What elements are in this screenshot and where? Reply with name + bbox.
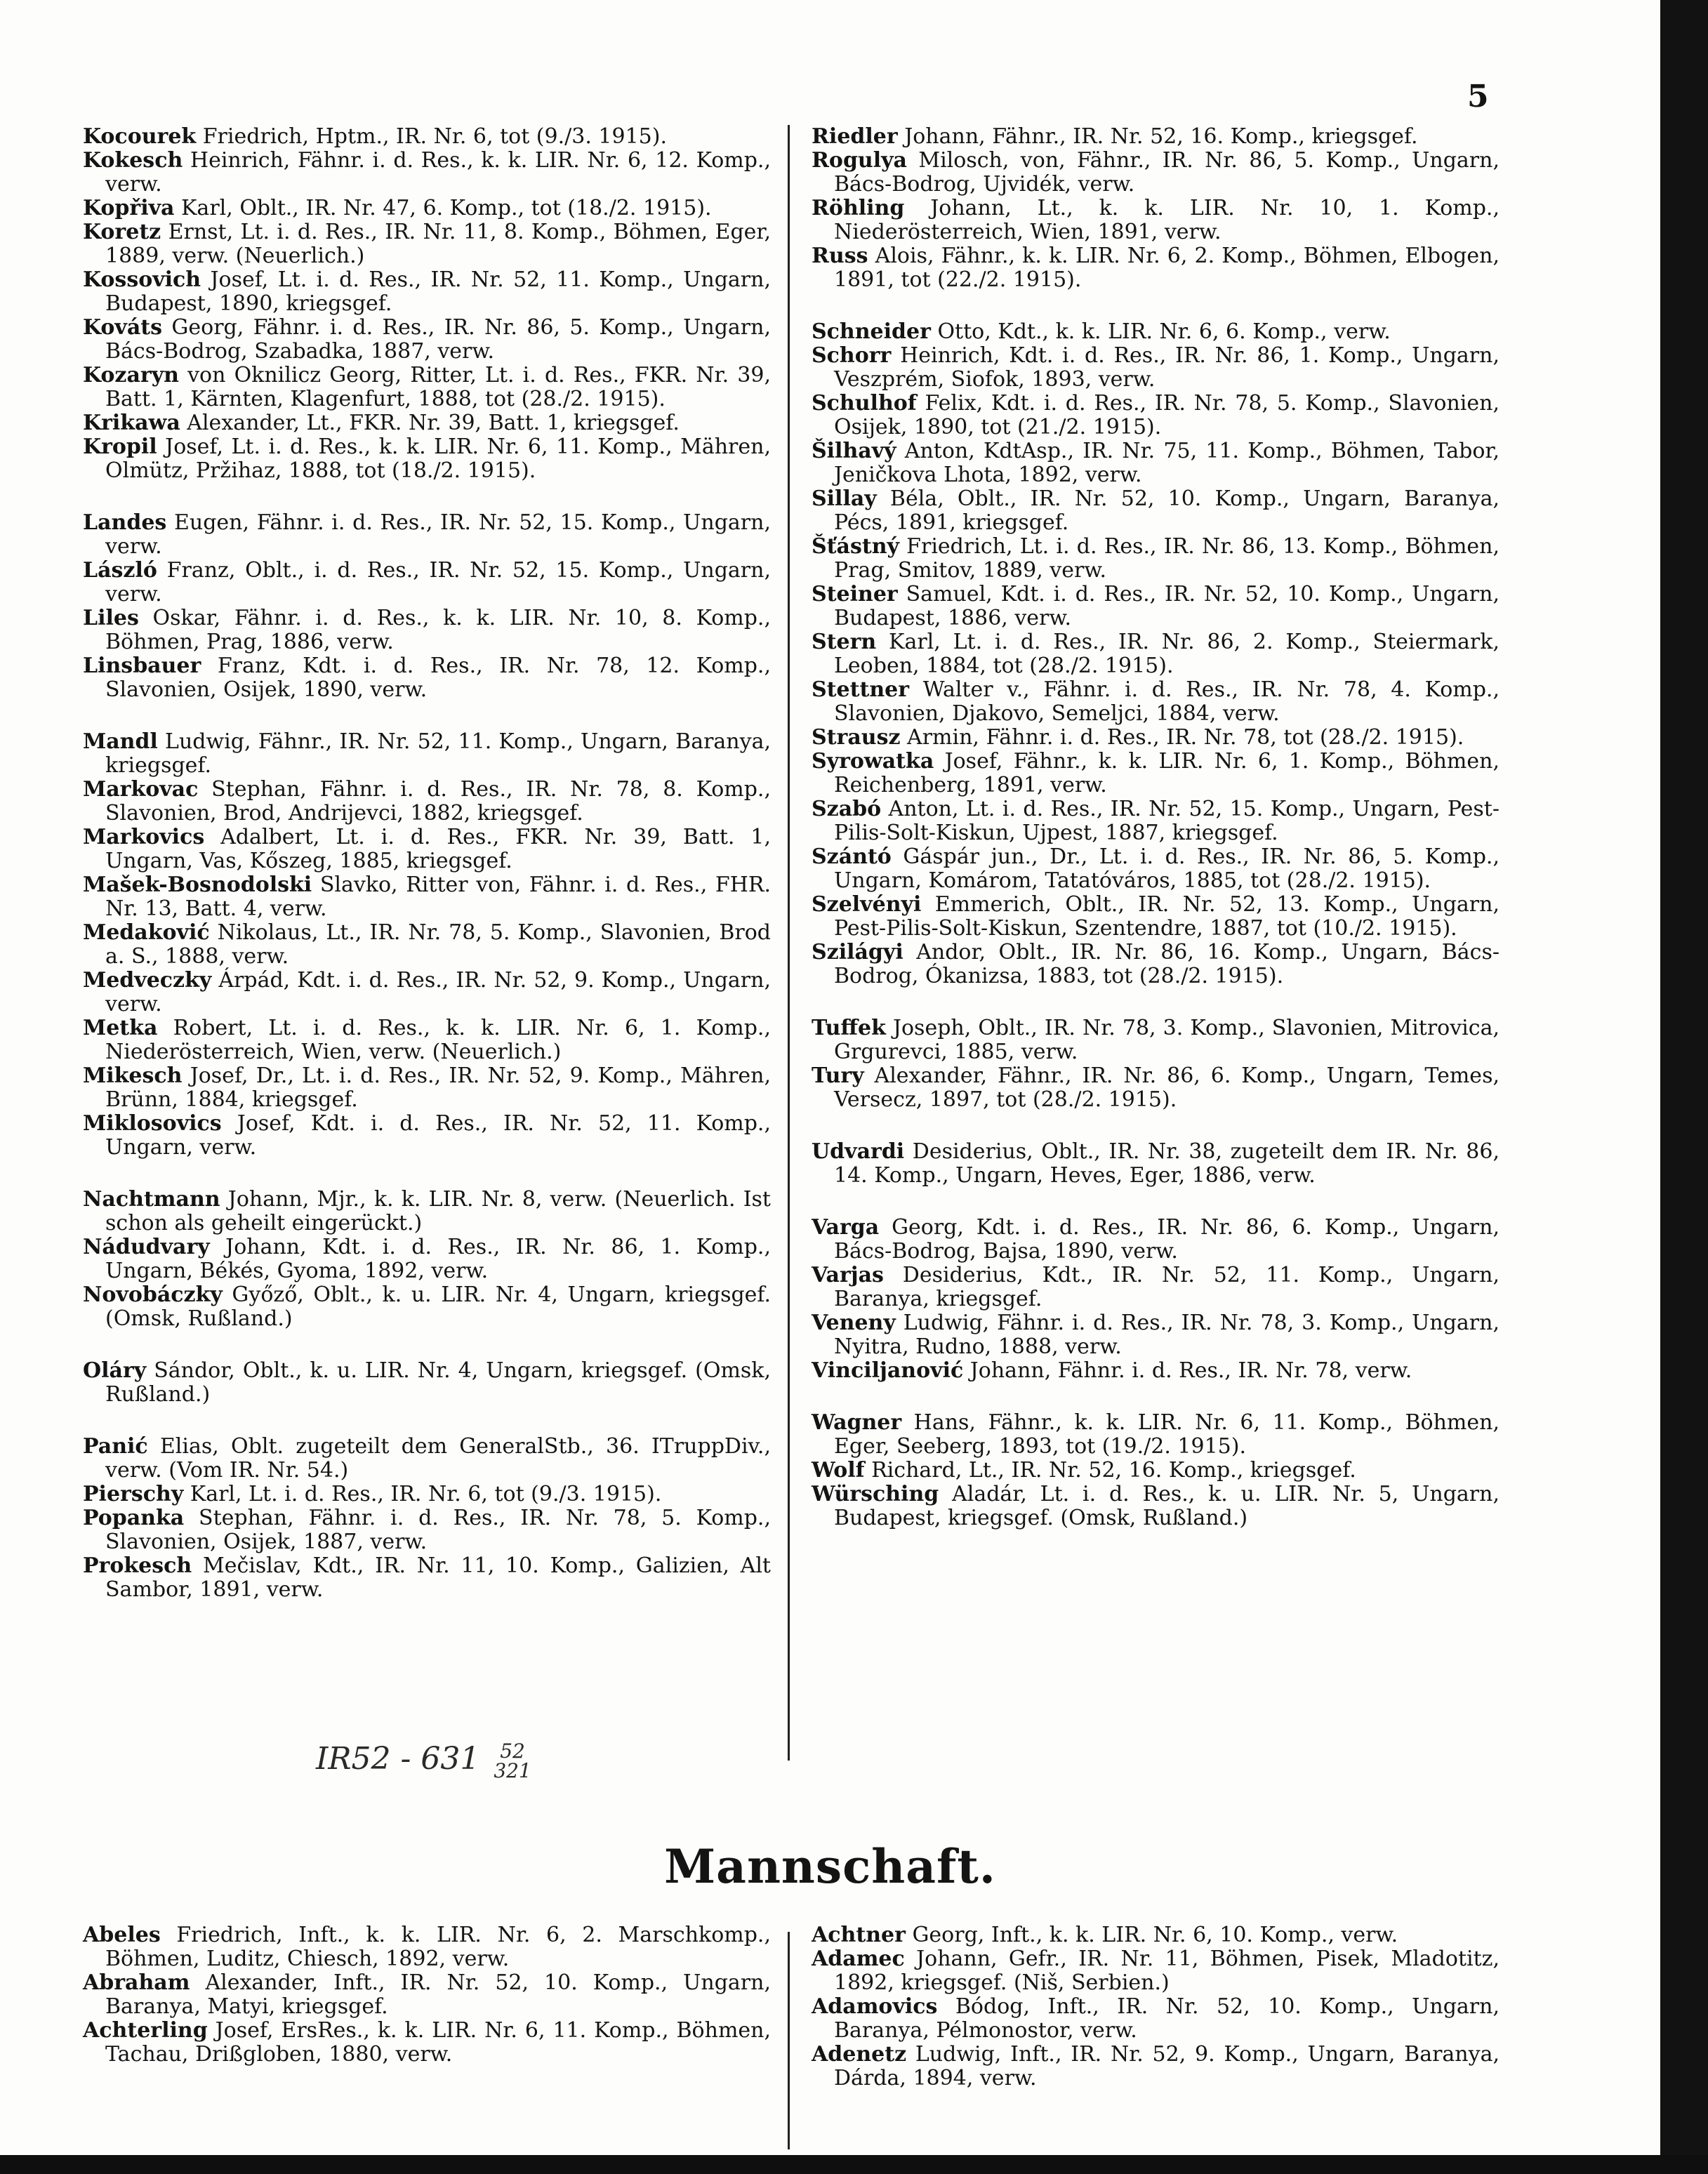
alphabetic-group xyxy=(812,125,1500,292)
casualty-entry xyxy=(83,607,771,654)
entry-details: Aladár, Lt. i. d. Res., k. u. LIR. Nr. 5, Ungarn, Budapest, kriegsgef. (Omsk, Rußland.) xyxy=(834,1482,1500,1530)
casualty-entry xyxy=(83,364,771,411)
entry-surname: Mandl xyxy=(83,729,158,754)
casualty-entry xyxy=(812,487,1500,535)
casualty-entry xyxy=(812,344,1500,392)
entry-details: von Oknilicz Georg, Ritter, Lt. i. d. Res., FKR. Nr. 39, Batt. 1, Kärnten, Klagenfurt, 1888, tot (28./2. 1915). xyxy=(105,363,771,411)
entry-details: Anton, KdtAsp., IR. Nr. 75, 11. Komp., Böhmen, Tabor, Jeničkova Lhota, 1892, verw. xyxy=(834,439,1500,487)
casualty-entry xyxy=(83,149,771,197)
entry-surname: Stern xyxy=(812,630,877,654)
casualty-entry xyxy=(812,1064,1500,1112)
entry-details: Robert, Lt. i. d. Res., k. k. LIR. Nr. 6, 1. Komp., Niederösterreich, Wien, verw. (Neuerlich.) xyxy=(105,1016,771,1064)
entry-surname: Syrowatka xyxy=(812,749,934,774)
entry-surname: Adamec xyxy=(812,1947,905,1971)
entry-surname: Schulhof xyxy=(812,391,917,416)
entry-surname: Šilhavý xyxy=(812,439,896,463)
entry-surname: Schneider xyxy=(812,319,931,344)
entry-surname: Oláry xyxy=(83,1358,147,1383)
entry-surname: Koretz xyxy=(83,220,161,244)
casualty-entry xyxy=(83,197,771,220)
entry-surname: Riedler xyxy=(812,124,898,149)
casualty-entry xyxy=(83,316,771,364)
casualty-entry xyxy=(812,941,1500,988)
casualty-entry xyxy=(812,244,1500,292)
alphabetic-group xyxy=(812,1140,1500,1188)
entry-details: Milosch, von, Fähnr., IR. Nr. 86, 5. Komp., Ungarn, Bács-Bodrog, Ujvidék, verw. xyxy=(834,148,1500,197)
entry-details: Elias, Oblt. zugeteilt dem GeneralStb., 36. ITruppDiv., verw. (Vom IR. Nr. 54.) xyxy=(105,1434,771,1483)
entry-surname: Achterling xyxy=(83,2018,208,2043)
entry-surname: Novobáczky xyxy=(83,1282,223,1307)
casualty-entry xyxy=(812,583,1500,630)
entry-details: Franz, Kdt. i. d. Res., IR. Nr. 78, 12. Komp., Slavonien, Osijek, 1890, verw. xyxy=(105,654,771,702)
alphabetic-group xyxy=(83,1188,771,1331)
entry-details: Árpád, Kdt. i. d. Res., IR. Nr. 52, 9. Komp., Ungarn, verw. xyxy=(105,968,771,1016)
entry-surname: Nachtmann xyxy=(83,1187,220,1212)
casualty-entry xyxy=(83,1112,771,1160)
alphabetic-group xyxy=(83,1435,771,1602)
entry-details: Armin, Fähnr. i. d. Res., IR. Nr. 78, tot (28./2. 1915). xyxy=(900,725,1464,750)
entry-surname: Szilágyi xyxy=(812,940,903,965)
entry-surname: Steiner xyxy=(812,582,898,607)
entry-surname: Popanka xyxy=(83,1506,185,1530)
entry-surname: Miklosovics xyxy=(83,1111,222,1136)
casualty-entry xyxy=(812,197,1500,244)
casualty-entry xyxy=(812,1264,1500,1311)
casualty-entry xyxy=(83,1554,771,1602)
column-divider-bottom xyxy=(788,1932,790,2149)
entry-surname: Abeles xyxy=(83,1923,161,1947)
casualty-entry xyxy=(83,1483,771,1506)
entry-details: Anton, Lt. i. d. Res., IR. Nr. 52, 15. Komp., Ungarn, Pest-Pilis-Solt-Kiskun, Ujpest, 1887, kriegsgef. xyxy=(834,797,1500,845)
entry-surname: Medveczky xyxy=(83,968,212,993)
alphabetic-group xyxy=(83,125,771,483)
entry-details: Ludwig, Inft., IR. Nr. 52, 9. Komp., Ungarn, Baranya, Dárda, 1894, verw. xyxy=(834,2042,1500,2090)
entry-details: Mečislav, Kdt., IR. Nr. 11, 10. Komp., Galizien, Alt Sambor, 1891, verw. xyxy=(105,1553,771,1602)
entry-surname: Wagner xyxy=(812,1410,902,1435)
casualty-entry xyxy=(812,750,1500,797)
handwritten-note-fraction xyxy=(494,1739,531,1782)
alphabetic-group xyxy=(83,511,771,702)
entry-details: Béla, Oblt., IR. Nr. 52, 10. Komp., Ungarn, Baranya, Pécs, 1891, kriegsgef. xyxy=(834,486,1500,535)
casualty-entry xyxy=(812,1311,1500,1359)
entry-details: Gáspár jun., Dr., Lt. i. d. Res., IR. Nr. 86, 5. Komp., Ungarn, Komárom, Tatatóváros, 1885, tot (28./2. 1915). xyxy=(834,844,1500,893)
entry-details: Alois, Fähnr., k. k. LIR. Nr. 6, 2. Komp., Böhmen, Elbogen, 1891, tot (22./2. 1915). xyxy=(834,244,1500,292)
page-number: 5 xyxy=(1467,79,1489,114)
casualty-entry xyxy=(83,435,771,483)
entry-surname: Röhling xyxy=(812,196,905,220)
entry-details: Desiderius, Oblt., IR. Nr. 38, zugeteilt dem IR. Nr. 86, 14. Komp., Ungarn, Heves, Eger, 1886, verw. xyxy=(834,1139,1500,1188)
casualty-entry xyxy=(83,559,771,607)
casualty-entry xyxy=(812,1923,1500,1947)
entry-details: Georg, Fähnr. i. d. Res., IR. Nr. 86, 5. Komp., Ungarn, Bács-Bodrog, Szabadka, 1887, verw. xyxy=(105,315,771,364)
entry-surname: Vinciljanović xyxy=(812,1358,964,1383)
casualty-entry xyxy=(83,1235,771,1283)
entry-details: Nikolaus, Lt., IR. Nr. 78, 5. Komp., Slavonien, Brod a. S., 1888, verw. xyxy=(105,920,771,969)
casualty-entry xyxy=(83,1283,771,1331)
casualty-entry xyxy=(83,1016,771,1064)
entry-details: Alexander, Fähnr., IR. Nr. 86, 6. Komp., Ungarn, Temes, Versecz, 1897, tot (28./2. 1915). xyxy=(834,1063,1500,1112)
casualty-entry xyxy=(83,969,771,1016)
entry-surname: Kozaryn xyxy=(83,363,179,387)
casualty-entry xyxy=(812,392,1500,439)
entry-details: Josef, Lt. i. d. Res., IR. Nr. 52, 11. Komp., Ungarn, Budapest, 1890, kriegsgef. xyxy=(105,267,771,316)
casualty-entry xyxy=(812,1016,1500,1064)
entry-surname: László xyxy=(83,558,157,583)
casualty-entry xyxy=(83,1923,771,1971)
entry-surname: Adenetz xyxy=(812,2042,907,2067)
entry-surname: Metka xyxy=(83,1016,158,1040)
entry-surname: Mašek-Bosnodolski xyxy=(83,873,312,897)
casualty-entry xyxy=(812,1216,1500,1264)
handwritten-note-fraction-bottom: 321 xyxy=(494,1758,531,1782)
entry-details: Johann, Fähnr. i. d. Res., IR. Nr. 78, verw. xyxy=(963,1358,1412,1383)
entry-surname: Liles xyxy=(83,606,139,630)
entry-details: Adalbert, Lt. i. d. Res., FKR. Nr. 39, Batt. 1, Ungarn, Vas, Kőszeg, 1885, kriegsgef. xyxy=(105,825,771,873)
entry-surname: Würsching xyxy=(812,1482,939,1506)
entry-surname: Markovics xyxy=(83,825,205,849)
casualty-entry xyxy=(83,826,771,873)
casualty-entry xyxy=(812,1483,1500,1530)
entry-details: Karl, Lt. i. d. Res., IR. Nr. 6, tot (9./3. 1915). xyxy=(183,1482,662,1506)
entry-details: Stephan, Fähnr. i. d. Res., IR. Nr. 78, 8. Komp., Slavonien, Brod, Andrijevci, 1882, kriegsgef. xyxy=(105,777,771,826)
entry-details: Josef, Kdt. i. d. Res., IR. Nr. 52, 11. Komp., Ungarn, verw. xyxy=(105,1111,771,1160)
column-divider xyxy=(788,125,790,1761)
alphabetic-group xyxy=(83,730,771,1160)
mannschaft-left-column xyxy=(83,1923,771,2067)
entry-surname: Markovac xyxy=(83,777,199,802)
entry-details: Friedrich, Hptm., IR. Nr. 6, tot (9./3. 1915). xyxy=(196,124,667,149)
officer-list-left-column xyxy=(83,125,771,1630)
casualty-entry xyxy=(812,1411,1500,1459)
casualty-entry xyxy=(83,125,771,149)
casualty-entry xyxy=(812,893,1500,941)
casualty-entry xyxy=(83,873,771,921)
entry-details: Karl, Lt. i. d. Res., IR. Nr. 86, 2. Komp., Steiermark, Leoben, 1884, tot (28./2. 1915). xyxy=(834,630,1500,678)
entry-details: Slavko, Ritter von, Fähnr. i. d. Res., FHR. Nr. 13, Batt. 4, verw. xyxy=(105,873,771,921)
entry-surname: Krikawa xyxy=(83,411,180,435)
casualty-entry xyxy=(83,1359,771,1407)
casualty-entry xyxy=(83,1064,771,1112)
entry-details: Johann, Gefr., IR. Nr. 11, Böhmen, Pisek, Mladotitz, 1892, kriegsgef. (Niš, Serbien.) xyxy=(834,1947,1500,1995)
alphabetic-group xyxy=(83,1359,771,1407)
entry-surname: Udvardi xyxy=(812,1139,905,1164)
scan-border-bottom xyxy=(0,2155,1708,2174)
casualty-entry xyxy=(812,1140,1500,1188)
entry-surname: Mikesch xyxy=(83,1063,183,1088)
entry-details: Josef, Dr., Lt. i. d. Res., IR. Nr. 52, 9. Komp., Mähren, Brünn, 1884, kriegsgef. xyxy=(105,1063,771,1112)
casualty-entry xyxy=(812,726,1500,750)
entry-surname: Abraham xyxy=(83,1970,190,1995)
officer-list-right-column xyxy=(812,125,1500,1558)
entry-surname: Veneny xyxy=(812,1311,896,1335)
casualty-entry xyxy=(812,1947,1500,1995)
entry-surname: Wolf xyxy=(812,1458,865,1483)
entry-surname: Landes xyxy=(83,510,167,535)
entry-surname: Nádudvary xyxy=(83,1235,210,1259)
casualty-entry xyxy=(83,654,771,702)
entry-details: Eugen, Fähnr. i. d. Res., IR. Nr. 52, 15. Komp., Ungarn, verw. xyxy=(105,510,771,559)
handwritten-archive-note xyxy=(316,1741,531,1781)
entry-surname: Varga xyxy=(812,1215,880,1240)
entry-details: Andor, Oblt., IR. Nr. 86, 16. Komp., Ungarn, Bács-Bodrog, Ókanizsa, 1883, tot (28./2. 1915). xyxy=(834,940,1500,988)
casualty-entry xyxy=(812,439,1500,487)
entry-details: Hans, Fähnr., k. k. LIR. Nr. 6, 11. Komp., Böhmen, Eger, Seeberg, 1893, tot (19./2. 1915). xyxy=(834,1410,1500,1459)
entry-details: Friedrich, Inft., k. k. LIR. Nr. 6, 2. Marschkomp., Böhmen, Luditz, Chiesch, 1892, verw. xyxy=(105,1923,771,1971)
casualty-entry xyxy=(812,125,1500,149)
entry-surname: Prokesch xyxy=(83,1553,192,1578)
entry-details: Emmerich, Oblt., IR. Nr. 52, 13. Komp., Ungarn, Pest-Pilis-Solt-Kiskun, Szentendre, 1887, tot (10./2. 1915). xyxy=(834,892,1500,941)
entry-details: Felix, Kdt. i. d. Res., IR. Nr. 78, 5. Komp., Slavonien, Osijek, 1890, tot (21./2. 1915). xyxy=(834,391,1500,439)
casualty-entry xyxy=(83,2019,771,2067)
casualty-entry xyxy=(812,320,1500,344)
casualty-entry xyxy=(83,268,771,316)
entry-surname: Rogulya xyxy=(812,148,907,173)
casualty-entry xyxy=(812,535,1500,583)
entry-details: Oskar, Fähnr. i. d. Res., k. k. LIR. Nr. 10, 8. Komp., Böhmen, Prag, 1886, verw. xyxy=(105,606,771,654)
casualty-entry xyxy=(812,1459,1500,1483)
entry-details: Karl, Oblt., IR. Nr. 47, 6. Komp., tot (18./2. 1915). xyxy=(174,196,712,220)
entry-details: Josef, ErsRes., k. k. LIR. Nr. 6, 11. Komp., Böhmen, Tachau, Drißgloben, 1880, verw. xyxy=(105,2018,771,2067)
entry-surname: Panić xyxy=(83,1434,148,1459)
entry-details: Johann, Fähnr., IR. Nr. 52, 16. Komp., kriegsgef. xyxy=(897,124,1418,149)
entry-details: Johann, Kdt. i. d. Res., IR. Nr. 86, 1. Komp., Ungarn, Békés, Gyoma, 1892, verw. xyxy=(105,1235,771,1283)
casualty-entry xyxy=(812,845,1500,893)
entry-details: Bódog, Inft., IR. Nr. 52, 10. Komp., Ungarn, Baranya, Pélmonostor, verw. xyxy=(834,1994,1500,2043)
entry-surname: Achtner xyxy=(812,1923,906,1947)
entry-details: Győző, Oblt., k. u. LIR. Nr. 4, Ungarn, kriegsgef. (Omsk, Rußland.) xyxy=(105,1282,771,1331)
entry-details: Desiderius, Kdt., IR. Nr. 52, 11. Komp., Ungarn, Baranya, kriegsgef. xyxy=(834,1263,1500,1311)
scan-border-right xyxy=(1660,0,1708,2174)
alphabetic-group xyxy=(812,1411,1500,1530)
entry-surname: Russ xyxy=(812,244,868,268)
entry-details: Ludwig, Fähnr., IR. Nr. 52, 11. Komp., Ungarn, Baranya, kriegsgef. xyxy=(105,729,771,778)
alphabetic-group xyxy=(812,1016,1500,1112)
entry-surname: Kocourek xyxy=(83,124,197,149)
casualty-entry xyxy=(812,797,1500,845)
entry-details: Friedrich, Lt. i. d. Res., IR. Nr. 86, 13. Komp., Böhmen, Prag, Smitov, 1889, verw. xyxy=(834,534,1500,583)
entry-details: Josef, Fähnr., k. k. LIR. Nr. 6, 1. Komp., Böhmen, Reichenberg, 1891, verw. xyxy=(834,749,1500,797)
entry-details: Stephan, Fähnr. i. d. Res., IR. Nr. 78, 5. Komp., Slavonien, Osijek, 1887, verw. xyxy=(105,1506,771,1554)
entry-surname: Kropil xyxy=(83,435,157,459)
entry-surname: Szelvényi xyxy=(812,892,922,917)
casualty-entry xyxy=(83,1971,771,2019)
entry-surname: Schorr xyxy=(812,343,892,368)
casualty-entry xyxy=(812,149,1500,197)
entry-details: Georg, Inft., k. k. LIR. Nr. 6, 10. Komp., verw. xyxy=(905,1923,1398,1947)
alphabetic-group xyxy=(812,1216,1500,1383)
entry-details: Johann, Mjr., k. k. LIR. Nr. 8, verw. (Neuerlich. Ist schon als geheilt eingerückt.) xyxy=(105,1187,771,1235)
casualty-entry xyxy=(812,678,1500,726)
entry-details: Joseph, Oblt., IR. Nr. 78, 3. Komp., Slavonien, Mitrovica, Grgurevci, 1885, verw. xyxy=(834,1016,1500,1064)
entry-details: Alexander, Lt., FKR. Nr. 39, Batt. 1, kriegsgef. xyxy=(180,411,680,435)
casualty-entry xyxy=(812,630,1500,678)
entry-surname: Stettner xyxy=(812,677,910,702)
entry-surname: Szántó xyxy=(812,844,892,869)
entry-surname: Szabó xyxy=(812,797,882,821)
casualty-entry xyxy=(812,1359,1500,1383)
section-heading-mannschaft: Mannschaft. xyxy=(664,1839,996,1894)
entry-details: Ludwig, Fähnr. i. d. Res., IR. Nr. 78, 3. Komp., Ungarn, Nyitra, Rudno, 1888, verw. xyxy=(834,1311,1500,1359)
entry-details: Georg, Kdt. i. d. Res., IR. Nr. 86, 6. Komp., Ungarn, Bács-Bodrog, Bajsa, 1890, verw. xyxy=(834,1215,1500,1264)
entry-surname: Adamovics xyxy=(812,1994,938,2019)
entry-surname: Sillay xyxy=(812,486,877,511)
entry-surname: Linsbauer xyxy=(83,654,201,678)
entry-surname: Tury xyxy=(812,1063,864,1088)
entry-surname: Šťástný xyxy=(812,534,899,559)
entry-details: Alexander, Inft., IR. Nr. 52, 10. Komp., Ungarn, Baranya, Matyi, kriegsgef. xyxy=(105,1970,771,2019)
casualty-entry xyxy=(83,411,771,435)
entry-surname: Varjas xyxy=(812,1263,884,1287)
entry-details: Heinrich, Fähnr. i. d. Res., k. k. LIR. Nr. 6, 12. Komp., verw. xyxy=(105,148,771,197)
entry-details: Josef, Lt. i. d. Res., k. k. LIR. Nr. 6, 11. Komp., Mähren, Olmütz, Pržihaz, 1888, tot (18./2. 1915). xyxy=(105,435,771,483)
entry-details: Richard, Lt., IR. Nr. 52, 16. Komp., kriegsgef. xyxy=(864,1458,1356,1483)
handwritten-note-main: IR52 - 631 xyxy=(316,1741,480,1777)
casualty-entry xyxy=(83,1506,771,1554)
casualty-entry xyxy=(83,778,771,826)
entry-details: Johann, Lt., k. k. LIR. Nr. 10, 1. Komp., Niederösterreich, Wien, 1891, verw. xyxy=(834,196,1500,244)
entry-surname: Kokesch xyxy=(83,148,183,173)
casualty-entry xyxy=(812,2043,1500,2090)
entry-surname: Kopřiva xyxy=(83,196,175,220)
entry-surname: Medaković xyxy=(83,920,210,945)
casualty-entry xyxy=(83,1188,771,1235)
handwritten-note-fraction-top: 52 xyxy=(500,1739,525,1763)
entry-surname: Tuffek xyxy=(812,1016,886,1040)
entry-details: Franz, Oblt., i. d. Res., IR. Nr. 52, 15. Komp., Ungarn, verw. xyxy=(105,558,771,607)
entry-details: Ernst, Lt. i. d. Res., IR. Nr. 11, 8. Komp., Böhmen, Eger, 1889, verw. (Neuerlich.) xyxy=(105,220,771,268)
entry-details: Sándor, Oblt., k. u. LIR. Nr. 4, Ungarn, kriegsgef. (Omsk, Rußland.) xyxy=(105,1358,771,1407)
alphabetic-group xyxy=(812,320,1500,988)
entry-details: Otto, Kdt., k. k. LIR. Nr. 6, 6. Komp., verw. xyxy=(930,319,1391,344)
casualty-entry xyxy=(83,921,771,969)
casualty-entry xyxy=(83,511,771,559)
entry-details: Heinrich, Kdt. i. d. Res., IR. Nr. 86, 1. Komp., Ungarn, Veszprém, Siofok, 1893, verw. xyxy=(834,343,1500,392)
entry-surname: Kováts xyxy=(83,315,163,340)
entry-details: Walter v., Fähnr. i. d. Res., IR. Nr. 78, 4. Komp., Slavonien, Djakovo, Semeljci, 1884, verw. xyxy=(834,677,1500,726)
casualty-entry xyxy=(812,1995,1500,2043)
entry-surname: Kossovich xyxy=(83,267,201,292)
entry-details: Samuel, Kdt. i. d. Res., IR. Nr. 52, 10. Komp., Ungarn, Budapest, 1886, verw. xyxy=(834,582,1500,630)
casualty-entry xyxy=(83,1435,771,1483)
casualty-entry xyxy=(83,730,771,778)
mannschaft-right-column xyxy=(812,1923,1500,2090)
entry-surname: Pierschy xyxy=(83,1482,184,1506)
entry-surname: Strausz xyxy=(812,725,901,750)
casualty-entry xyxy=(83,220,771,268)
